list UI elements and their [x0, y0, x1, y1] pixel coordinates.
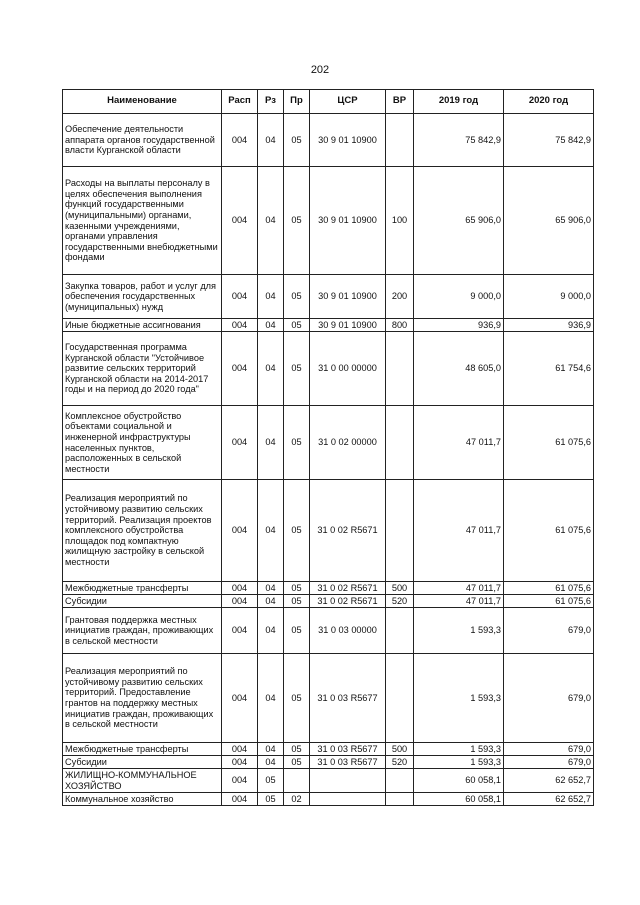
- row-2020: 61 075,6: [504, 480, 594, 582]
- row-pr: 05: [284, 595, 310, 608]
- header-vr: ВР: [386, 90, 414, 114]
- row-vr: 500: [386, 743, 414, 756]
- row-name: Расходы на выплаты персоналу в целях обеспечения выполнения функций государственными (муниципальными) органами, казенными учреждениями, органами управления государственными внебюджетными фондами: [63, 167, 222, 275]
- row-pr: 05: [284, 406, 310, 480]
- row-csr: 31 0 00 00000: [310, 332, 386, 406]
- row-2019: 47 011,7: [414, 480, 504, 582]
- row-name: Субсидии: [63, 756, 222, 769]
- row-name: Обеспечение деятельности аппарата органов государственной власти Курганской области: [63, 114, 222, 167]
- row-2020: 61 075,6: [504, 595, 594, 608]
- row-vr: 100: [386, 167, 414, 275]
- row-rz: 04: [258, 275, 284, 319]
- row-rasp: 004: [222, 582, 258, 595]
- row-pr: [284, 769, 310, 793]
- row-vr: [386, 608, 414, 654]
- row-rasp: 004: [222, 319, 258, 332]
- row-pr: 02: [284, 793, 310, 806]
- row-rasp: 004: [222, 332, 258, 406]
- table-row: [63, 406, 594, 480]
- table-header-row: [63, 90, 594, 114]
- row-2019: 936,9: [414, 319, 504, 332]
- row-rz: 05: [258, 793, 284, 806]
- row-2019: 48 605,0: [414, 332, 504, 406]
- row-2020: 936,9: [504, 319, 594, 332]
- row-2019: 75 842,9: [414, 114, 504, 167]
- row-vr: 520: [386, 756, 414, 769]
- row-vr: [386, 793, 414, 806]
- row-vr: [386, 654, 414, 743]
- table-row: [63, 275, 594, 319]
- row-csr: 30 9 01 10900: [310, 167, 386, 275]
- row-2019: 47 011,7: [414, 582, 504, 595]
- row-rasp: 004: [222, 275, 258, 319]
- row-csr: 31 0 03 R5677: [310, 654, 386, 743]
- row-2019: 60 058,1: [414, 769, 504, 793]
- table-row: [63, 769, 594, 793]
- row-rz: 04: [258, 114, 284, 167]
- row-rz: 04: [258, 406, 284, 480]
- row-name: Реализация мероприятий по устойчивому развитию сельских территорий. Реализация проектов комплексного обустройства площадок под компактную жилищную застройку в сельской местности: [63, 480, 222, 582]
- row-rasp: 004: [222, 406, 258, 480]
- row-pr: 05: [284, 743, 310, 756]
- row-2020: 61 754,6: [504, 332, 594, 406]
- row-csr: 30 9 01 10900: [310, 114, 386, 167]
- row-rasp: 004: [222, 608, 258, 654]
- row-2020: 679,0: [504, 756, 594, 769]
- row-vr: [386, 480, 414, 582]
- row-2019: 60 058,1: [414, 793, 504, 806]
- row-2019: 65 906,0: [414, 167, 504, 275]
- row-name: Комплексное обустройство объектами социальной и инженерной инфраструктуры населенных пунктов, расположенных в сельской местности: [63, 406, 222, 480]
- header-2019: 2019 год: [414, 90, 504, 114]
- row-name: Межбюджетные трансферты: [63, 582, 222, 595]
- row-rz: 04: [258, 332, 284, 406]
- row-pr: 05: [284, 167, 310, 275]
- row-csr: 30 9 01 10900: [310, 275, 386, 319]
- row-2019: 47 011,7: [414, 595, 504, 608]
- row-csr: [310, 769, 386, 793]
- table-row: [63, 167, 594, 275]
- table-row: [63, 608, 594, 654]
- row-pr: 05: [284, 114, 310, 167]
- row-rz: 04: [258, 743, 284, 756]
- row-rasp: 004: [222, 654, 258, 743]
- row-name: Субсидии: [63, 595, 222, 608]
- row-2019: 1 593,3: [414, 654, 504, 743]
- row-rz: 04: [258, 167, 284, 275]
- row-pr: 05: [284, 756, 310, 769]
- row-csr: [310, 793, 386, 806]
- header-rasp: Расп: [222, 90, 258, 114]
- table-row: [63, 595, 594, 608]
- row-vr: [386, 769, 414, 793]
- row-rz: 04: [258, 582, 284, 595]
- row-2019: 9 000,0: [414, 275, 504, 319]
- row-name: Государственная программа Курганской области "Устойчивое развитие сельских территорий Курганской области на 2014-2017 годы и на период до 2020 года": [63, 332, 222, 406]
- row-name: Закупка товаров, работ и услуг для обеспечения государственных (муниципальных) нужд: [63, 275, 222, 319]
- row-rasp: 004: [222, 756, 258, 769]
- row-rasp: 004: [222, 793, 258, 806]
- table-row: [63, 756, 594, 769]
- row-2020: 9 000,0: [504, 275, 594, 319]
- table-row: [63, 332, 594, 406]
- page-number: 202: [310, 64, 330, 76]
- row-name: Иные бюджетные ассигнования: [63, 319, 222, 332]
- row-name: Грантовая поддержка местных инициатив граждан, проживающих в сельской местности: [63, 608, 222, 654]
- row-2020: 679,0: [504, 743, 594, 756]
- row-csr: 31 0 02 R5671: [310, 595, 386, 608]
- row-rz: 04: [258, 756, 284, 769]
- header-rz: Рз: [258, 90, 284, 114]
- row-vr: [386, 406, 414, 480]
- row-rz: 04: [258, 595, 284, 608]
- row-vr: 200: [386, 275, 414, 319]
- row-pr: 05: [284, 480, 310, 582]
- row-vr: 520: [386, 595, 414, 608]
- row-name: Реализация мероприятий по устойчивому развитию сельских территорий. Предоставление грантов на поддержку местных инициатив граждан, проживающих в сельской местности: [63, 654, 222, 743]
- row-2020: 61 075,6: [504, 406, 594, 480]
- table-row: [63, 793, 594, 806]
- row-2020: 62 652,7: [504, 769, 594, 793]
- header-csr: ЦСР: [310, 90, 386, 114]
- row-2020: 62 652,7: [504, 793, 594, 806]
- row-rz: 04: [258, 319, 284, 332]
- row-vr: 800: [386, 319, 414, 332]
- row-rasp: 004: [222, 114, 258, 167]
- table-row: [63, 480, 594, 582]
- row-2019: 1 593,3: [414, 608, 504, 654]
- row-name: ЖИЛИЩНО-КОММУНАЛЬНОЕ ХОЗЯЙСТВО: [63, 769, 222, 793]
- row-2020: 75 842,9: [504, 114, 594, 167]
- row-pr: 05: [284, 582, 310, 595]
- header-name: Наименование: [63, 90, 222, 114]
- row-csr: 30 9 01 10900: [310, 319, 386, 332]
- table-row: [63, 114, 594, 167]
- row-pr: 05: [284, 332, 310, 406]
- row-2020: 61 075,6: [504, 582, 594, 595]
- row-rasp: 004: [222, 769, 258, 793]
- row-csr: 31 0 02 R5671: [310, 480, 386, 582]
- row-csr: 31 0 02 R5671: [310, 582, 386, 595]
- row-vr: 500: [386, 582, 414, 595]
- row-pr: 05: [284, 275, 310, 319]
- header-2020: 2020 год: [504, 90, 594, 114]
- row-rasp: 004: [222, 595, 258, 608]
- row-vr: [386, 114, 414, 167]
- row-2019: 1 593,3: [414, 756, 504, 769]
- row-2020: 65 906,0: [504, 167, 594, 275]
- row-rz: 04: [258, 480, 284, 582]
- row-rasp: 004: [222, 480, 258, 582]
- row-2020: 679,0: [504, 608, 594, 654]
- row-pr: 05: [284, 608, 310, 654]
- row-pr: 05: [284, 654, 310, 743]
- row-csr: 31 0 02 00000: [310, 406, 386, 480]
- row-2020: 679,0: [504, 654, 594, 743]
- budget-table: [62, 89, 594, 806]
- table-row: [63, 319, 594, 332]
- row-rasp: 004: [222, 743, 258, 756]
- row-rz: 05: [258, 769, 284, 793]
- row-rz: 04: [258, 608, 284, 654]
- row-csr: 31 0 03 R5677: [310, 756, 386, 769]
- row-csr: 31 0 03 R5677: [310, 743, 386, 756]
- row-pr: 05: [284, 319, 310, 332]
- row-vr: [386, 332, 414, 406]
- row-name: Коммунальное хозяйство: [63, 793, 222, 806]
- row-2019: 1 593,3: [414, 743, 504, 756]
- row-name: Межбюджетные трансферты: [63, 743, 222, 756]
- table-row: [63, 582, 594, 595]
- row-2019: 47 011,7: [414, 406, 504, 480]
- table-row: [63, 743, 594, 756]
- row-csr: 31 0 03 00000: [310, 608, 386, 654]
- header-pr: Пр: [284, 90, 310, 114]
- table-row: [63, 654, 594, 743]
- row-rasp: 004: [222, 167, 258, 275]
- row-rz: 04: [258, 654, 284, 743]
